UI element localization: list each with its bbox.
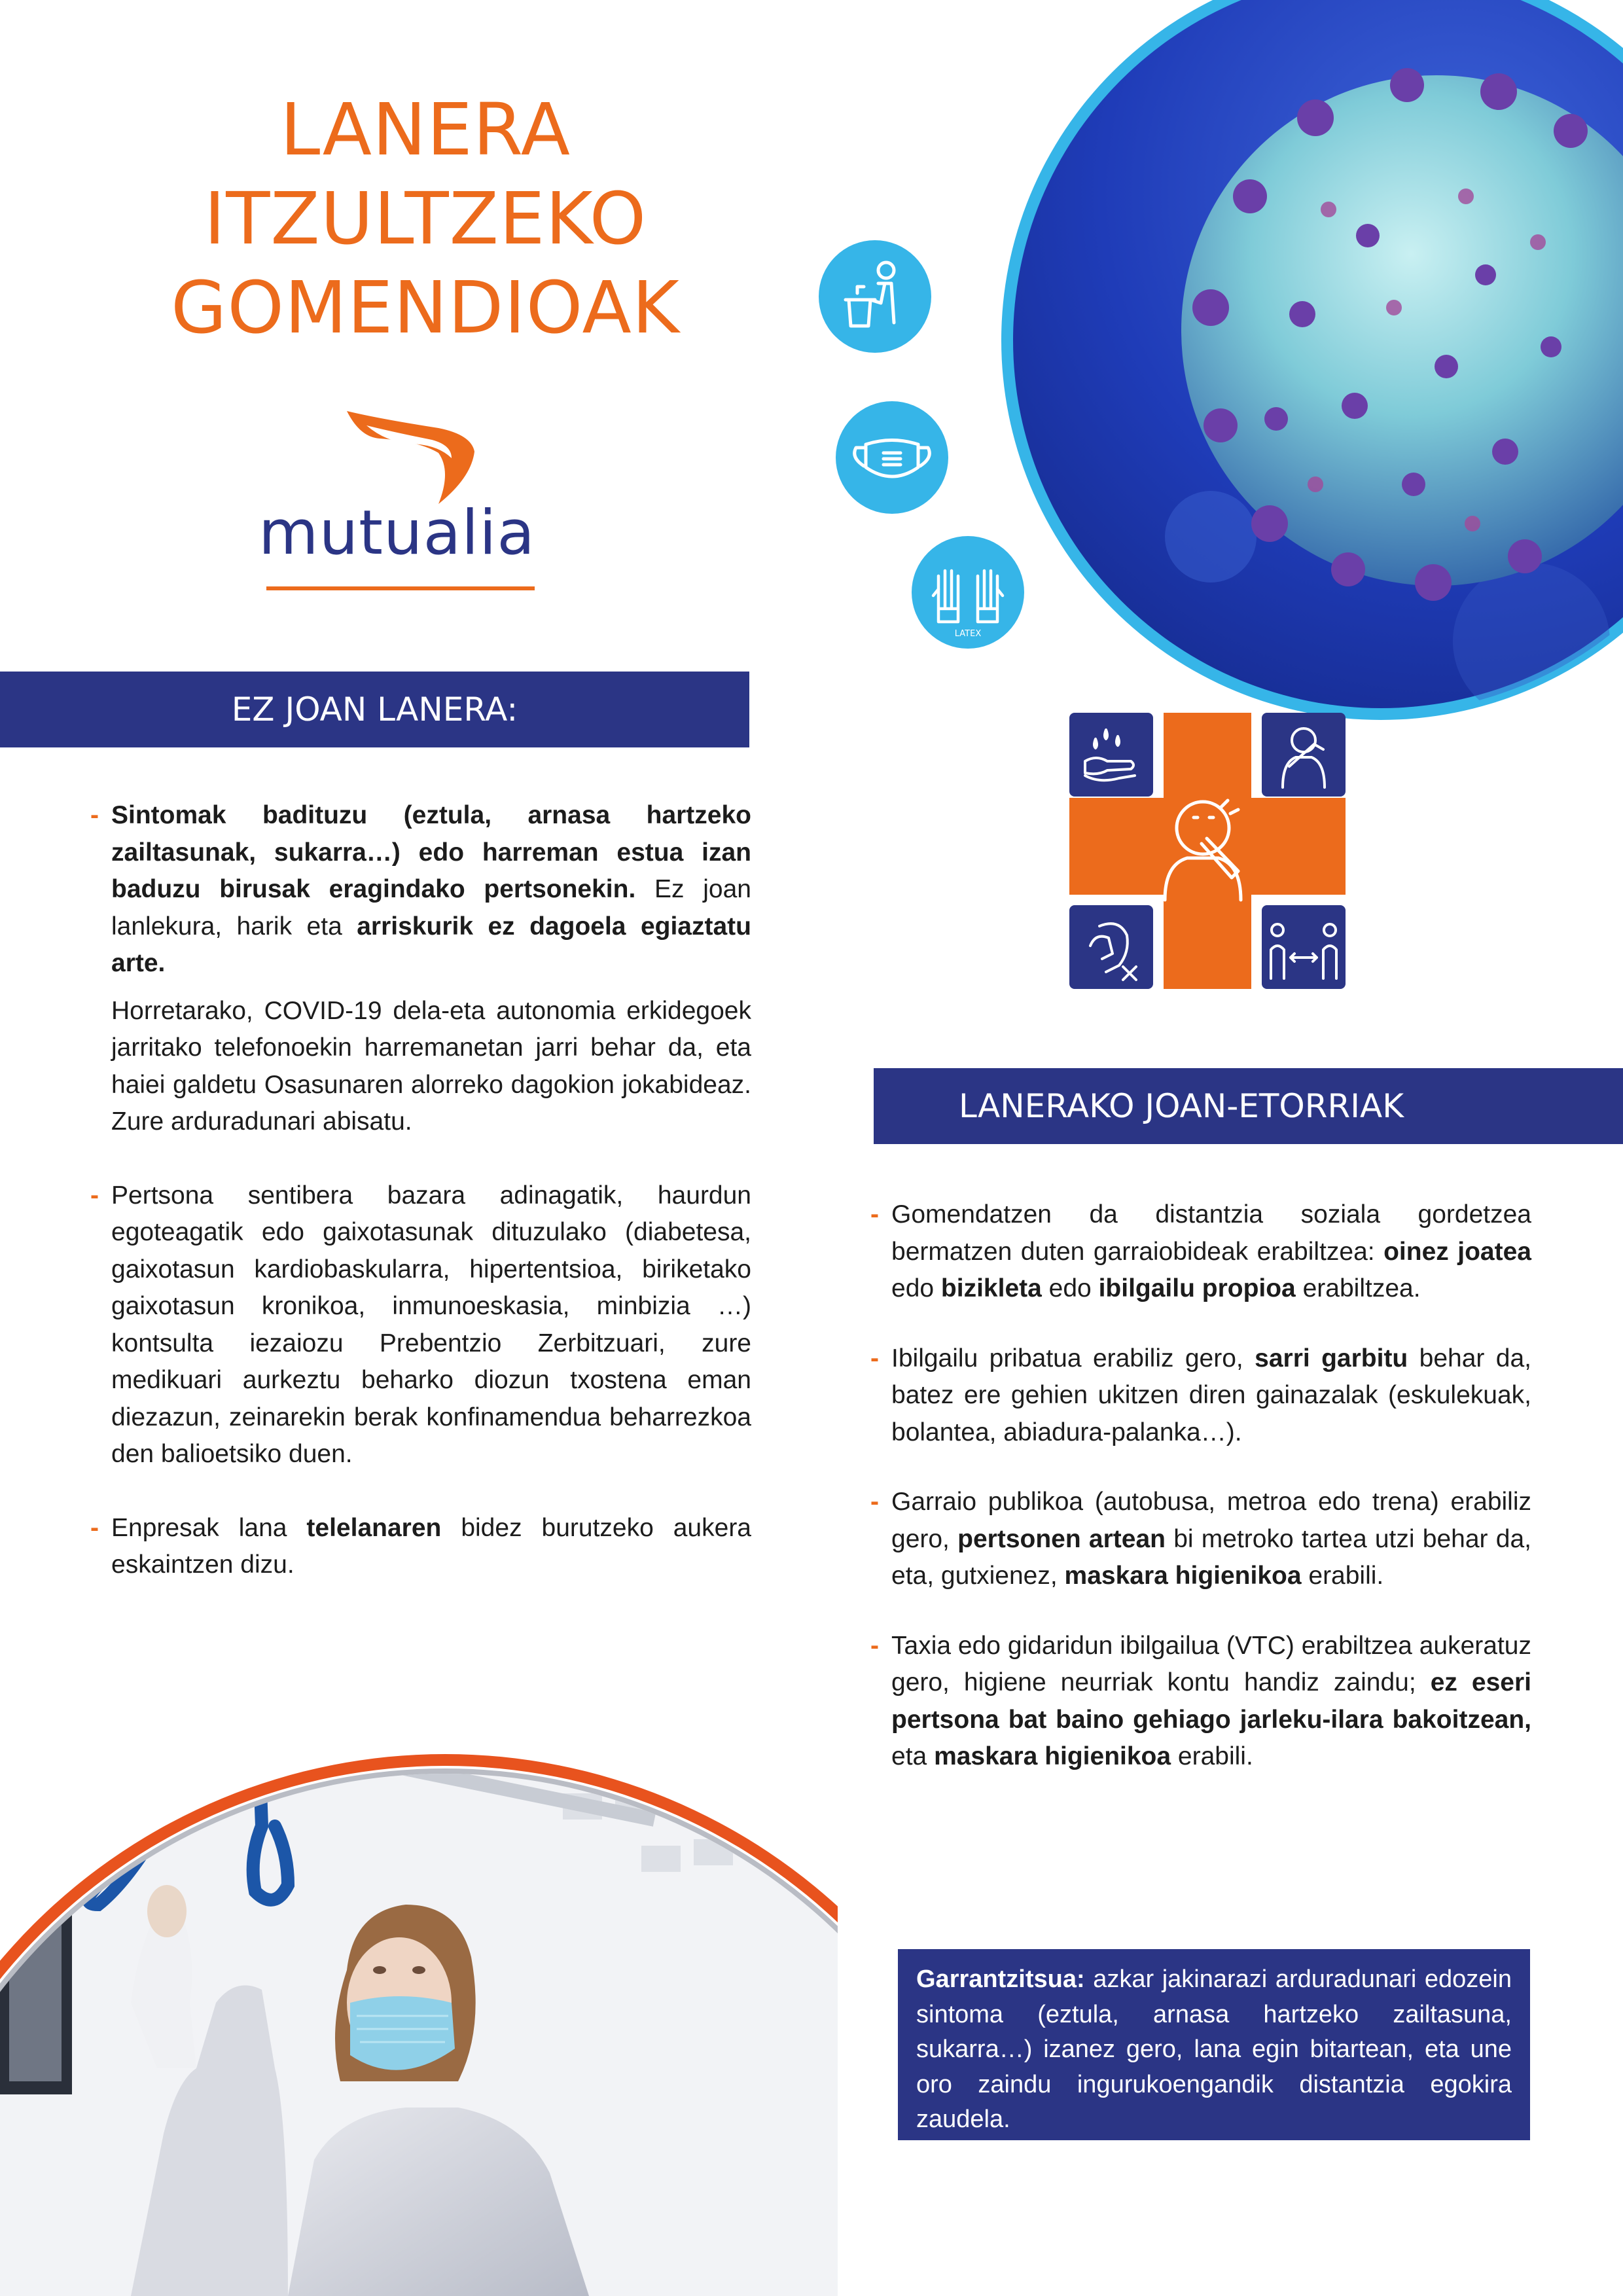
item1-bold-symptoms: Sintomak badituzu (eztula, arnasa hartzeko zailtasunak, sukarra…) edo harreman estua izan baduzu birusak eragindako pertsonekin. bbox=[111, 801, 751, 903]
bullet-dash: - bbox=[870, 1200, 879, 1229]
no-face-touching-icon bbox=[1069, 905, 1153, 989]
latex-caption: LATEX bbox=[954, 629, 982, 639]
prevention-cross-graphic bbox=[1067, 710, 1348, 992]
s2-item1-bold-car: ibilgailu propioa bbox=[1098, 1274, 1296, 1302]
item2-text: Pertsona sentibera bazara adinagatik, haurdun egoteagatik edo gaixotasunak dituzulako (diabetesa, gaixotasun kardiobaskularra, hipertentsioa, biriketako gaixotasun kronikoa, inmunoeskasia, minbizia …) kontsulta iezaiozu Prebentzio Zerbitzuari, zure medikuari aurkeztu beharko diozun txostena eman diezazun, zeinarekin berak konfinamendua beharrezkoa den balioetsiko duen. bbox=[111, 1181, 751, 1468]
s2-item3-bold-people: pertsonen artean bbox=[957, 1524, 1166, 1553]
bullet-dash: - bbox=[870, 1344, 879, 1372]
s2-item3-text-3: erabili. bbox=[1308, 1562, 1384, 1590]
title-line-1: LANERA bbox=[279, 88, 571, 171]
item3-text-2: bidez burutzeko aukera eskaintzen dizu. bbox=[111, 1513, 751, 1579]
item1-text: Ez joan lanlekura, harik eta bbox=[111, 875, 751, 941]
list-item bbox=[870, 1628, 1531, 1776]
s2-item3-bold-mask: maskara higienikoa bbox=[1064, 1562, 1302, 1590]
s2-item4-bold-seat: ez eseri pertsona bat baino gehiago jarleku-ilara bakoitzean, bbox=[891, 1668, 1531, 1734]
s2-item4-bold-mask: maskara higienikoa bbox=[934, 1742, 1171, 1770]
list-item bbox=[870, 1484, 1531, 1595]
section-heading-commuting: LANERAKO JOAN-ETORRIAK bbox=[874, 1068, 1623, 1144]
logo-wordmark: mutualia bbox=[259, 497, 536, 569]
s2-item4-text-1: Taxia edo gidaridun ibilgailua (VTC) erabiltzea aukeratuz gero, higiene neurriak kontu handiz zaindu; bbox=[891, 1631, 1531, 1696]
note-label: Garrantzitsua: bbox=[916, 1965, 1085, 1993]
s2-item1-bold-bike: bizikleta bbox=[940, 1274, 1042, 1302]
section2-body bbox=[870, 1196, 1531, 1776]
s2-item1-text-1: Gomendatzen da distantzia soziala gordetzea bermatzen duten garraiobideak erabiltzea: bbox=[891, 1200, 1531, 1266]
s2-item1-text-3: edo bbox=[1048, 1274, 1092, 1302]
bullet-dash: - bbox=[870, 1488, 879, 1516]
page-title bbox=[105, 85, 746, 352]
bullet-dash: - bbox=[90, 1181, 99, 1210]
mutualia-logo bbox=[259, 406, 560, 596]
s2-item2-text-2: behar da, batez ere gehien ukitzen diren gainazalak (eskulekuak, bolantea, abiadura-palanka…). bbox=[891, 1344, 1531, 1446]
face-mask-icon bbox=[830, 395, 954, 520]
s2-item4-text-2: eta bbox=[891, 1742, 927, 1770]
logo-underline bbox=[266, 586, 535, 590]
item3-text-1: Enpresak lana bbox=[111, 1513, 287, 1542]
s2-item3-text-1: Garraio publikoa (autobusa, metroa edo trena) erabiliz gero, bbox=[891, 1488, 1531, 1553]
section-heading-dont-go-to-work: EZ JOAN LANERA: bbox=[0, 672, 749, 747]
list-item bbox=[90, 797, 751, 1141]
list-item bbox=[90, 1177, 751, 1473]
bullet-dash: - bbox=[90, 1513, 99, 1542]
bullet-dash: - bbox=[90, 801, 99, 829]
list-item bbox=[870, 1196, 1531, 1308]
sneeze-into-elbow-icon bbox=[1262, 713, 1346, 797]
list-item bbox=[870, 1340, 1531, 1452]
hand-washing-person-icon bbox=[813, 234, 937, 359]
note-text: azkar jakinarazi arduradunari edozein sintoma (eztula, arnasa hartzeko zailtasuna, sukarra…) izanez gero, lana egin bitartean, eta une oro zaindu ingurukoengandik distantzia egokira zaudela. bbox=[916, 1965, 1512, 2133]
logo-swoosh bbox=[340, 406, 478, 511]
s2-item1-text-4: erabiltzea. bbox=[1302, 1274, 1421, 1302]
bullet-dash: - bbox=[870, 1631, 879, 1660]
item3-bold: telelanaren bbox=[306, 1513, 442, 1542]
s2-item2-bold: sarri garbitu bbox=[1255, 1344, 1408, 1372]
s2-item2-text-1: Ibilgailu pribatua erabiliz gero, bbox=[891, 1344, 1243, 1372]
item1-paragraph-2: Horretarako, COVID-19 dela-eta autonomia erkidegoek jarritako telefonoekin harremanetan jarri behar da, eta haiei galdetu Osasunaren alorreko dagokion jokabideaz. Zure arduradunari abisatu. bbox=[111, 996, 751, 1136]
s2-item3-text-2: bi metroko tartea utzi behar da, eta, gutxienez, bbox=[891, 1524, 1531, 1590]
social-distance-icon bbox=[1262, 905, 1346, 989]
s2-item4-text-3: erabili. bbox=[1177, 1742, 1253, 1770]
item1-bold-risk: arriskurik ez dagoela egiaztatu arte. bbox=[111, 912, 751, 977]
title-line-2: ITZULTZEKO bbox=[204, 177, 647, 260]
commuter-photo bbox=[0, 1662, 838, 2296]
hand-washing-icon bbox=[1069, 713, 1153, 797]
title-line-3: GOMENDIOAK bbox=[171, 266, 680, 350]
s2-item1-bold-walk: oinez joatea bbox=[1383, 1237, 1531, 1266]
latex-gloves-icon bbox=[906, 530, 1030, 655]
important-note-box bbox=[898, 1949, 1530, 2140]
s2-item1-text-2: edo bbox=[891, 1274, 935, 1302]
list-item bbox=[90, 1510, 751, 1584]
section1-body bbox=[90, 797, 751, 1584]
